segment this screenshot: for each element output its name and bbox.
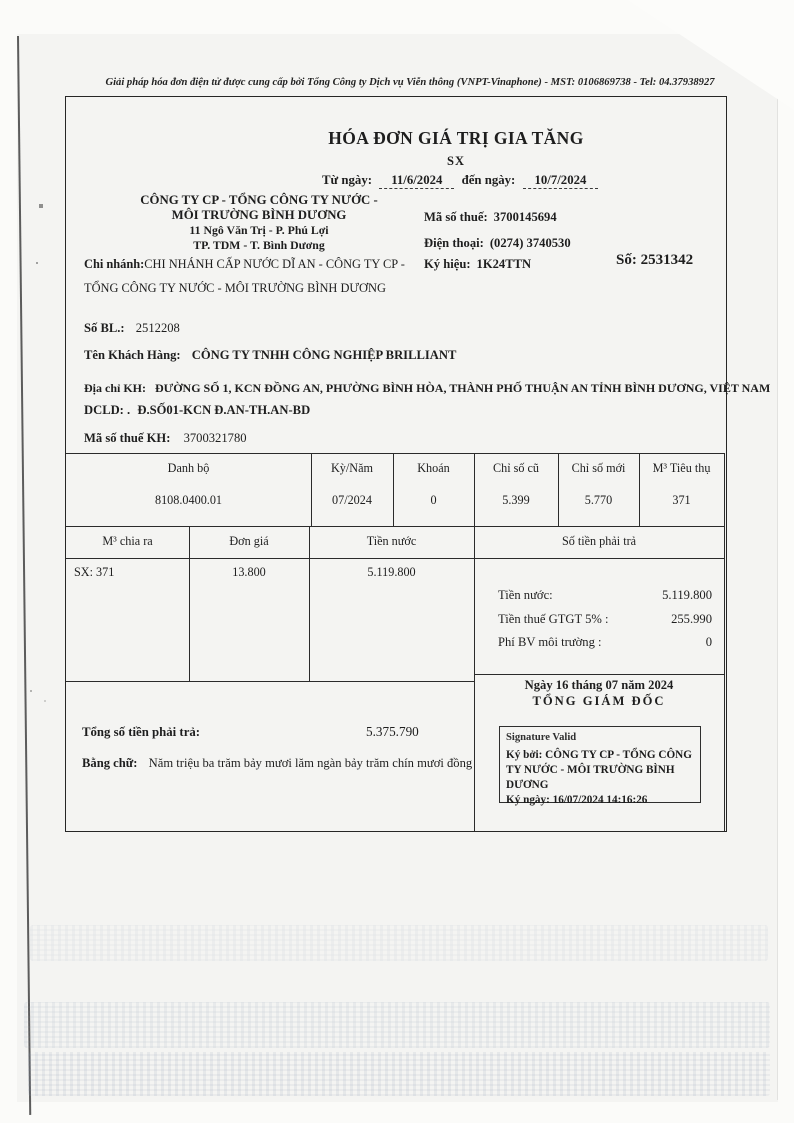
signature-valid-text: Signature Valid <box>506 732 577 743</box>
signed-date-row <box>506 793 694 808</box>
invoice-subtitle: SX <box>447 154 465 168</box>
scan-corner-fold <box>628 0 794 110</box>
summary-env-fee-value: 0 <box>705 635 712 649</box>
invoice-serial: 1K24TTN <box>476 257 532 271</box>
invoice-number-label: Số: <box>616 252 637 268</box>
summary-env-fee-label: Phí BV môi trường : <box>498 635 602 649</box>
summary-water-value: 5.119.800 <box>662 588 712 602</box>
total-due-label: Tổng số tiền phải trả: <box>82 725 201 739</box>
meter-header-khoan: Khoán <box>417 461 450 475</box>
seller-branch-label: Chi nhánh: <box>84 257 145 271</box>
meter-value-khoan: 0 <box>430 493 437 507</box>
invoice-number: 2531342 <box>640 252 694 268</box>
customer-address-label: Địa chỉ KH: <box>84 381 146 395</box>
customer-dcld: Đ.SỐ01-KCN Đ.AN-TH.AN-BD <box>137 403 311 417</box>
signed-by-label: Ký bởi: <box>506 749 543 761</box>
bl-number: 2512208 <box>135 321 180 335</box>
billing-header-border <box>66 558 724 559</box>
bl-number-label: Số BL.: <box>84 321 125 335</box>
summary-water-row <box>498 584 712 608</box>
scan-noise-band <box>24 1002 770 1048</box>
customer-tax-code: 3700321780 <box>183 431 247 445</box>
meter-value-chi-so-moi: 5.770 <box>584 493 613 507</box>
seller-branch-value: CHI NHÁNH CẤP NƯỚC DĨ AN - CÔNG TY CP - TỔNG CÔNG TY NƯỚC - MÔI TRƯỜNG BÌNH DƯƠNG <box>84 257 405 295</box>
meter-table-bottom-border <box>66 526 724 527</box>
meter-value-ky-nam: 07/2024 <box>332 493 372 507</box>
billing-header-don-gia: Đơn giá <box>229 534 269 548</box>
totals-separator-left <box>66 681 475 682</box>
totals-separator-right <box>474 674 724 675</box>
seller-name-line1: CÔNG TY CP - TỔNG CÔNG TY NƯỚC - <box>140 193 378 207</box>
seller-address-line1: 11 Ngô Văn Trị - P. Phú Lợi <box>189 223 329 237</box>
customer-dcld-row <box>84 403 310 418</box>
customer-dcld-label: DCLD: . <box>84 403 131 417</box>
scan-margin-left <box>0 0 17 1123</box>
customer-name: CÔNG TY TNHH CÔNG NGHIỆP BRILLIANT <box>191 348 457 362</box>
billing-period-to-label: đến ngày: <box>461 173 516 187</box>
billing-header-tien-nuoc: Tiền nước <box>366 534 417 548</box>
summary-vat-row <box>498 608 712 632</box>
signed-by-value: CÔNG TY CP - TỔNG CÔNG TY NƯỚC - MÔI TRƯỜNG BÌNH DƯƠNG <box>506 749 692 791</box>
customer-tax-label: Mã số thuế KH: <box>84 431 171 445</box>
meter-header-chi-so-cu: Chỉ số cũ <box>492 461 540 475</box>
digital-signature-box <box>499 726 701 806</box>
summary-vat-value: 255.990 <box>671 611 712 626</box>
invoice-box <box>65 96 771 832</box>
scan-page-edge-right <box>777 60 778 1100</box>
seller-tax-row <box>424 210 557 225</box>
scan-speckles <box>0 0 2 2</box>
summary-water-label: Tiền nước: <box>498 588 553 602</box>
scan-noise-band <box>28 1052 770 1096</box>
customer-name-row <box>84 348 456 363</box>
seller-phone-row <box>424 236 571 251</box>
provider-credit-line: Giải pháp hóa đơn điện tử được cung cấp bởi Tổng Công ty Dịch vụ Viễn thông (VNPT-Vinaphone) - MST: 0106869738 - Tel: 04.37938927 <box>105 77 715 88</box>
customer-tax-row <box>84 431 247 446</box>
meter-table-top-border <box>66 453 724 454</box>
customer-address-row <box>84 381 770 396</box>
bl-number-row <box>84 321 180 336</box>
signed-by-row <box>506 748 694 793</box>
signed-date-value: 16/07/2024 14:16:26 <box>552 794 648 806</box>
seller-phone: (0274) 3740530 <box>489 236 571 250</box>
customer-name-label: Tên Khách Hàng: <box>84 348 181 362</box>
billing-row-water-amount: 5.119.800 <box>367 565 416 579</box>
amount-in-words-row <box>82 756 472 771</box>
summary-vat-label: Tiền thuế GTGT 5% : <box>498 611 609 626</box>
billing-period <box>322 173 682 189</box>
meter-header-tieu-thu: M³ Tiêu thụ <box>652 461 711 475</box>
invoice-serial-row <box>424 257 531 272</box>
amount-in-words-label: Bằng chữ: <box>82 756 138 770</box>
meter-header-ky-nam: Kỳ/Năm <box>331 461 373 475</box>
signer-title: TỔNG GIÁM ĐỐC <box>532 694 666 708</box>
billing-period-to-date: 10/7/2024 <box>523 173 599 189</box>
billing-col-divider <box>309 526 310 681</box>
billing-period-from-label: Từ ngày: <box>322 173 372 187</box>
seller-address-line2: TP. TDM - T. Bình Dương <box>193 238 325 252</box>
total-due-value: 5.375.790 <box>366 724 419 739</box>
scan-noise-band <box>30 925 768 961</box>
billing-period-from-date: 11/6/2024 <box>379 173 454 189</box>
seller-tax-code: 3700145694 <box>493 210 557 224</box>
invoice-number-row <box>616 252 693 269</box>
meter-value-tieu-thu: 371 <box>672 493 691 507</box>
meter-header-chi-so-moi: Chỉ số mới <box>571 461 626 475</box>
seller-branch-row <box>84 253 418 300</box>
scan-margin-right <box>778 0 794 1123</box>
customer-address: ĐƯỜNG SỐ 1, KCN ĐỒNG AN, PHƯỜNG BÌNH HÒA, THÀNH PHỐ THUẬN AN TỈNH BÌNH DƯƠNG, VIỆT NAM <box>155 381 771 395</box>
billing-row-volume: SX: 371 <box>74 565 115 579</box>
amount-summary <box>498 584 712 655</box>
table-right-border <box>724 453 725 831</box>
seller-tax-label: Mã số thuế: <box>424 210 488 224</box>
amount-in-words: Năm triệu ba trăm bảy mươi lăm ngàn bảy trăm chín mươi đồng <box>148 756 473 770</box>
summary-env-fee-row <box>498 631 712 655</box>
invoice-title: HÓA ĐƠN GIÁ TRỊ GIA TĂNG <box>328 128 584 148</box>
seller-phone-label: Điện thoại: <box>424 236 484 250</box>
invoice-serial-label: Ký hiệu: <box>424 257 471 271</box>
meter-value-chi-so-cu: 5.399 <box>502 493 530 507</box>
billing-header-so-tien: Số tiền phải trả <box>561 534 637 548</box>
billing-header-chia-ra: M³ chia ra <box>102 534 153 548</box>
seller-block <box>94 193 424 253</box>
signed-date-label: Ký ngày: <box>506 794 550 806</box>
signature-date-line: Ngày 16 tháng 07 năm 2024 <box>524 678 674 692</box>
meter-value-danh-bo: 8108.0400.01 <box>154 493 223 507</box>
scan-margin-bottom <box>0 1102 794 1123</box>
seller-name-line2: MÔI TRƯỜNG BÌNH DƯƠNG <box>171 208 347 222</box>
billing-row-unit-price: 13.800 <box>232 565 266 579</box>
billing-col-divider <box>189 526 190 681</box>
meter-header-danh-bo: Danh bộ <box>167 461 210 475</box>
